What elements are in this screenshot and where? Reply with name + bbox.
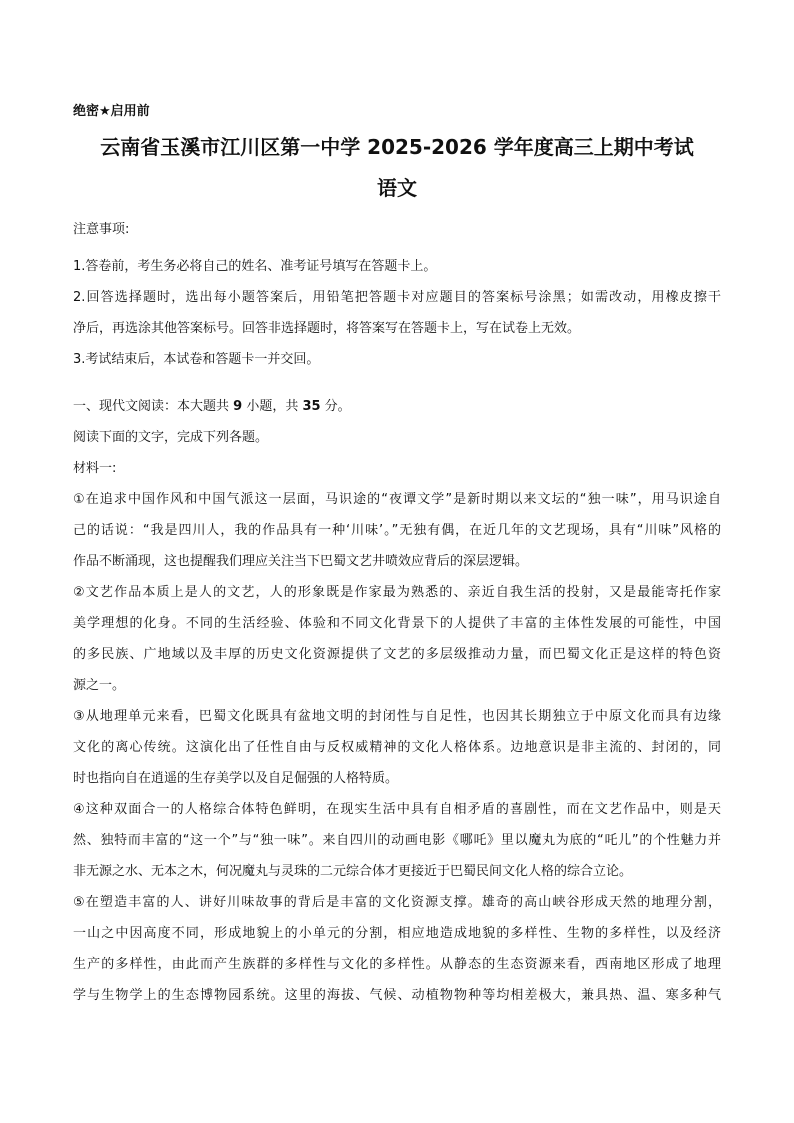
- paragraph-line: 的多民族、广地域以及丰厚的历史文化资源提供了文艺的多层级推动力量，而巴蜀文化正是这样的特色资: [73, 647, 721, 662]
- notes-list: [73, 251, 721, 375]
- subject-title: 语文: [377, 176, 417, 200]
- paragraph-1: [73, 484, 721, 577]
- paragraph-line: 然、独特而丰富的“这一个”与“独一味”。来自四川的动画电影《哪吒》里以魔丸为底的“吒儿”的个性魅力并: [73, 833, 721, 848]
- note-item-1: 1.答卷前，考生务必将自己的姓名、准考证号填写在答题卡上。: [73, 259, 437, 274]
- paragraph-line: 非无源之水、无本之木，何况魔丸与灵珠的二元综合体才更接近于巴蜀民间文化人格的综合立论。: [73, 864, 633, 879]
- paragraph-line: 美学理想的化身。不同的生活经验、体验和不同文化背景下的人提供了丰富的主体性发展的可能性，中国: [73, 616, 721, 631]
- section-1: [73, 391, 721, 1011]
- confidential-mark: 绝密★启用前: [73, 104, 150, 119]
- paragraph-line: 源之一。: [73, 678, 126, 693]
- paragraph-line: 生产的多样性，由此而产生族群的多样性与文化的多样性。从静态的生态资源来看，西南地区形成了地理: [73, 957, 721, 972]
- paragraph-line: 一山之中因高度不同，形成地貌上的小单元的分割，相应地造成地貌的多样性、生物的多样性，以及经济: [73, 926, 721, 941]
- paragraph-2: [73, 577, 721, 701]
- paragraph-3: [73, 701, 721, 794]
- note-item-2-line-2: 净后，再选涂其他答案标号。回答非选择题时，将答案写在答题卡上，写在试卷上无效。: [73, 321, 581, 336]
- section-heading: 一、现代文阅读：本大题共 9 小题，共 35 分。: [73, 399, 351, 414]
- paragraph-line: 作品不断涌现，这也提醒我们理应关注当下巴蜀文艺井喷效应背后的深层逻辑。: [73, 554, 529, 569]
- paragraph-5: [73, 887, 721, 1011]
- material-label: 材料一:: [73, 461, 117, 476]
- notes-heading-block: [73, 214, 721, 245]
- exam-title: 云南省玉溪市江川区第一中学 2025-2026 学年度高三上期中考试: [100, 135, 694, 159]
- paragraph-4: [73, 794, 721, 887]
- paragraph-line: 文化的离心传统。这演化出了任性自由与反权威精神的文化人格体系。边地意识是非主流的、封闭的，同: [73, 740, 721, 755]
- paragraph-line: 己的话说：“我是四川人，我的作品具有一种‘川味’。”无独有偶，在近几年的文艺现场，具有“川味”风格的: [73, 523, 721, 538]
- paragraph-line: ④这种双面合一的人格综合体特色鲜明，在现实生活中具有自相矛盾的喜剧性，而在文艺作品中，则是天: [73, 802, 721, 817]
- note-item-2-line-1: 2.回答选择题时，选出每小题答案后，用铅笔把答题卡对应题目的答案标号涂黑；如需改动，用橡皮擦干: [73, 290, 721, 305]
- paragraph-line: ②文艺作品本质上是人的文艺，人的形象既是作家最为熟悉的、亲近自我生活的投射，又是最能寄托作家: [73, 585, 721, 600]
- total-score: 35: [302, 399, 321, 414]
- paragraph-line: ③从地理单元来看，巴蜀文化既具有盆地文明的封闭性与自足性，也因其长期独立于中原文化而具有边缘: [73, 709, 721, 724]
- reading-instruction: 阅读下面的文字，完成下列各题。: [73, 430, 269, 445]
- note-item-3: 3.考试结束后，本试卷和答题卡一并交回。: [73, 352, 320, 367]
- notes-heading: 注意事项:: [73, 222, 130, 237]
- paragraph-line: 时也指向自在逍遥的生存美学以及自足倔强的人格特质。: [73, 771, 399, 786]
- paragraph-line: 学与生物学上的生态博物园系统。这里的海拔、气候、动植物物种等均相差极大，兼具热、温、寒多种气: [73, 988, 721, 1003]
- question-count: 9: [233, 399, 243, 414]
- paragraph-line: ①在追求中国作风和中国气派这一层面，马识途的“夜谭文学”是新时期以来文坛的“独一味”，用马识途自: [73, 492, 721, 507]
- paragraph-line: ⑤在塑造丰富的人、讲好川味故事的背后是丰富的文化资源支撑。雄奇的高山峡谷形成天然的地理分割，: [73, 895, 721, 910]
